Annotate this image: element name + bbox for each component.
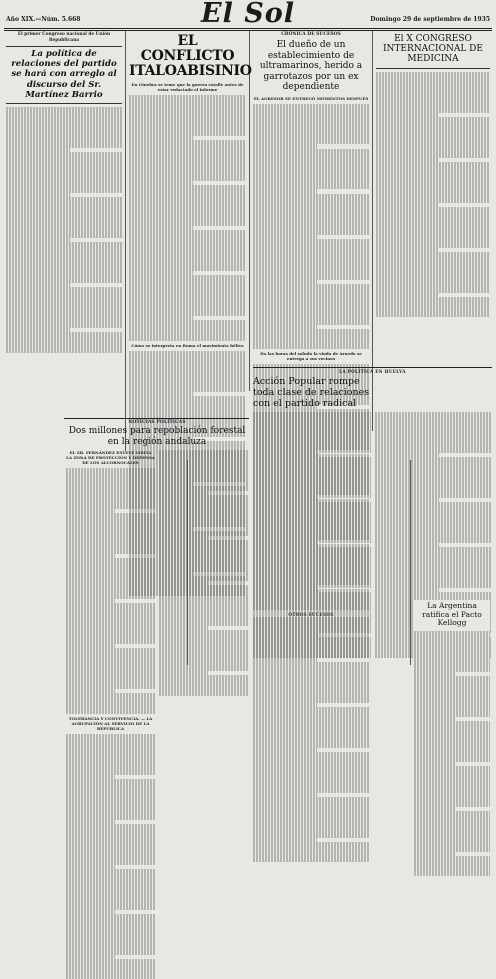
article-headline: Acción Popular rompe toda clase de relaciones con el partido radical bbox=[253, 376, 370, 410]
article-kicker: CRÓNICA DE SUCESOS bbox=[281, 32, 341, 37]
section-politica-huelva: LA POLÍTICA EN HUELVA bbox=[339, 369, 406, 374]
article-headline: La Argentina ratifica el Pacto Kellogg bbox=[422, 601, 482, 628]
article-subdeck: EL AGRESOR SE ENTREGÓ MOMENTOS DESPUÉS bbox=[253, 95, 369, 101]
article-repoblacion-forestal bbox=[66, 419, 248, 731]
text-line-texture bbox=[129, 337, 246, 341]
issue-date: Domingo 29 de septiembre de 1935 bbox=[370, 16, 490, 23]
article-body bbox=[66, 468, 155, 714]
article-body bbox=[6, 107, 122, 353]
text-line-texture bbox=[414, 872, 490, 876]
masthead bbox=[0, 0, 496, 28]
article-headline: EL CONFLICTO ITALOABISINIO bbox=[129, 33, 252, 79]
column-divider bbox=[249, 31, 250, 391]
article-body bbox=[129, 95, 246, 341]
article-subdeck: EL SR. FERNÁNDEZ ESTEVE VISITA LA ZONA DE PROTECCIÓN Y DEFENSA DE LOS ALCORNOCALES bbox=[66, 450, 155, 466]
article-headline: El dueño de un establecimiento de ultramarinos, herido a garrotazos por un ex dependiente bbox=[259, 40, 363, 92]
text-line-texture bbox=[159, 692, 248, 696]
article-headline: La política de relaciones del partido se hará con arreglo al discurso del Sr. Martínez Barrio bbox=[11, 49, 117, 100]
column-divider bbox=[125, 31, 126, 451]
text-line-texture bbox=[6, 349, 122, 353]
article-argentina-kellogg bbox=[414, 600, 490, 664]
text-line-texture bbox=[253, 858, 369, 862]
article-body bbox=[253, 104, 369, 350]
newspaper-title: El Sol bbox=[200, 0, 295, 29]
text-line-texture bbox=[66, 975, 155, 979]
text-line-texture bbox=[376, 313, 490, 317]
article-subdeck: En Ginebra se teme que la guerra estalle antes de estar redactado el informe bbox=[131, 82, 244, 92]
article-body bbox=[66, 734, 155, 979]
article-body bbox=[376, 72, 490, 318]
masthead-rule-2 bbox=[4, 30, 492, 31]
section-noticias-politicas: NOTICIAS POLÍTICAS bbox=[128, 419, 186, 424]
article-conflicto-italoabisinio bbox=[129, 32, 252, 452]
text-line-texture bbox=[66, 710, 155, 714]
article-headline: Dos millones para repoblación forestal en la región andaluza bbox=[68, 426, 246, 447]
article-subhead: TOLERANCIA Y CONVIVENCIA. — LA AGRUPACIÓN AL SERVICIO DE LA REPÚBLICA bbox=[68, 715, 153, 731]
text-line-texture bbox=[253, 345, 369, 349]
masthead-rule bbox=[4, 28, 492, 29]
text-line-texture bbox=[253, 654, 371, 658]
article-headline: El X CONGRESO INTERNACIONAL DE MEDICINA bbox=[383, 34, 483, 65]
article-kicker: El primer Congreso nacional de Unión Republicana bbox=[17, 32, 111, 43]
article-body bbox=[159, 450, 248, 696]
issue-number: Año XIX.—Núm. 5.668 bbox=[6, 16, 81, 23]
section-otros-sucesos: OTROS SUCESOS bbox=[288, 611, 334, 617]
article-body bbox=[414, 631, 490, 877]
article-subhead: Cómo se interpreta en Roma el movimiento bélico bbox=[131, 342, 244, 348]
section-rule bbox=[253, 367, 492, 368]
article-subhead: En las horas del saludo la viuda de Arnedo se entrega a sus vecinos bbox=[260, 351, 362, 362]
article-body bbox=[253, 412, 371, 658]
